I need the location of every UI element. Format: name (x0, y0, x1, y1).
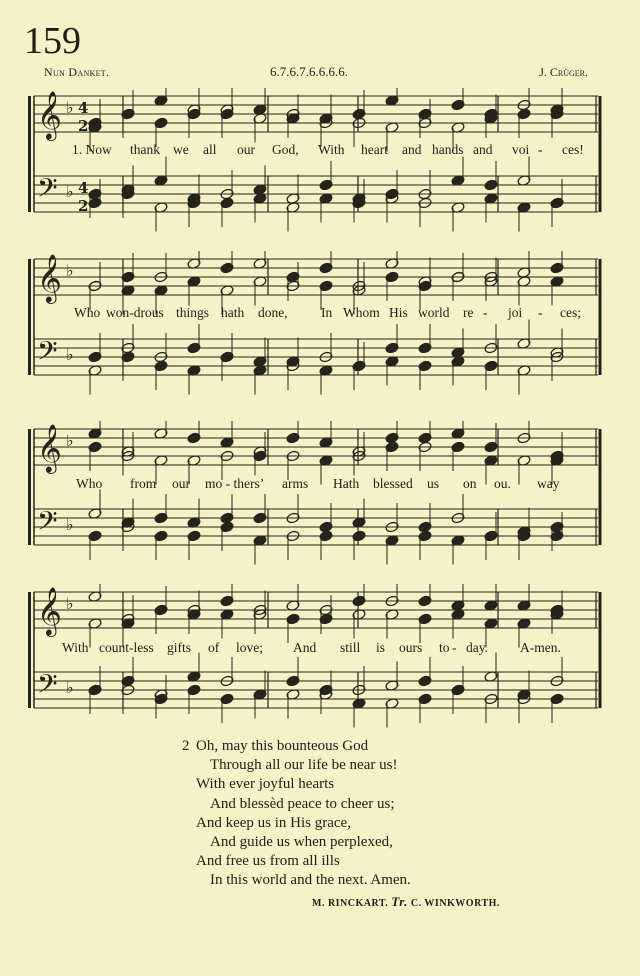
stanza-line: And blessèd peace to cheer us; (210, 795, 395, 812)
lyric-word: 1. Now (72, 142, 112, 157)
lyric-word: to (439, 640, 450, 655)
stanza-line: And free us from all ills (196, 853, 340, 870)
time-signature-bottom: 2 (78, 117, 89, 135)
tune-name: Nun Danket. (44, 65, 110, 79)
lyric-word: blessed (373, 476, 413, 491)
lyric-word: done, (258, 305, 288, 320)
lyric-word: ours (399, 640, 423, 655)
lyric-word: arms (282, 476, 309, 491)
author: M. RINCKART. (312, 898, 389, 909)
system-brace (28, 429, 31, 545)
lyric-word: and (402, 142, 422, 157)
lyric-word: mo - thers’ (205, 476, 265, 491)
lyric-word: God, (272, 142, 299, 157)
stanza-line: And keep us in His grace, (196, 814, 351, 831)
lyric-word: our (237, 142, 255, 157)
lyric-word: all (203, 142, 217, 157)
lyric-word: things (176, 305, 210, 320)
lyrics-line-2 (66, 305, 598, 323)
stanza-line: Through all our life be near us! (210, 757, 398, 774)
verse-two (182, 737, 411, 891)
music-system-3 (0, 421, 640, 586)
lyric-word: count-less (99, 640, 154, 655)
bass-clef-icon: 𝄢 (37, 335, 58, 373)
bass-clef-icon: 𝄢 (37, 505, 58, 543)
lyric-word: won-drous (106, 305, 164, 320)
lyric-word: and (473, 142, 493, 157)
lyric-word: With (62, 640, 89, 655)
time-signature-top: 4 (78, 99, 89, 117)
lyric-word: Whom (343, 305, 380, 320)
hymn-number: 159 (24, 20, 81, 62)
attribution (312, 894, 500, 910)
lyric-word: joi (508, 305, 523, 320)
lyric-word: on (463, 476, 477, 491)
system-brace (28, 96, 31, 212)
lyric-word: hands (432, 142, 464, 157)
lyrics-line-1 (66, 142, 598, 160)
flat-key-signature-icon: ♭ (66, 515, 74, 534)
lyric-word: still (340, 640, 361, 655)
bass-clef-icon: 𝄢 (37, 668, 58, 706)
lyric-word: love; (236, 640, 263, 655)
treble-clef-icon: 𝄞 (37, 253, 62, 302)
translator: C. WINKWORTH. (410, 898, 500, 909)
lyric-word: is (376, 640, 386, 655)
lyrics-line-3 (66, 476, 598, 494)
lyric-word: His (389, 305, 408, 320)
lyric-word: Who (76, 476, 103, 491)
music-staff-system (0, 584, 640, 749)
flat-key-signature-icon: ♭ (66, 261, 74, 280)
lyric-word: - (538, 305, 543, 320)
music-system-4 (0, 584, 640, 749)
lyric-word: ces! (562, 142, 584, 157)
system-brace (28, 592, 31, 708)
lyric-word: Hath (333, 476, 360, 491)
flat-key-signature-icon: ♭ (66, 431, 74, 450)
music-staff-system (0, 421, 640, 586)
flat-key-signature-icon: ♭ (66, 345, 74, 364)
stanza-number: 2 (182, 738, 190, 754)
time-signature-bottom: 2 (78, 197, 89, 215)
stanza-line: In this world and the next. Amen. (210, 872, 411, 889)
treble-clef-icon: 𝄞 (37, 586, 62, 635)
flat-key-signature-icon: ♭ (66, 678, 74, 697)
lyric-word: ces; (560, 305, 581, 320)
lyric-word: from (130, 476, 157, 491)
lyric-word: In (321, 305, 333, 320)
flat-key-signature-icon: ♭ (66, 98, 74, 117)
lyric-word: re (463, 305, 474, 320)
translator-prefix: Tr. (391, 894, 408, 909)
music-staff-system (0, 251, 640, 416)
lyric-word: With (318, 142, 345, 157)
composer: J. Crüger. (539, 65, 588, 79)
meter: 6.7.6.7.6.6.6.6. (270, 64, 348, 79)
lyric-word: heart (361, 142, 388, 157)
lyric-word: us (427, 476, 440, 491)
treble-clef-icon: 𝄞 (37, 423, 62, 472)
lyric-word: ou. (494, 476, 511, 491)
lyric-word: gifts (167, 640, 192, 655)
lyric-word: we (173, 142, 189, 157)
treble-clef-icon: 𝄞 (37, 90, 62, 139)
lyric-word: of (208, 640, 220, 655)
lyric-word: And (293, 640, 317, 655)
lyric-word: thank (130, 142, 160, 157)
system-brace (28, 259, 31, 375)
music-system-2 (0, 251, 640, 416)
lyric-word: world (418, 305, 450, 320)
lyric-word: day. (466, 640, 488, 655)
stanza-line: 2 Oh, may this bounteous God (182, 737, 411, 756)
flat-key-signature-icon: ♭ (66, 182, 74, 201)
lyric-word: A-men. (520, 640, 561, 655)
flat-key-signature-icon: ♭ (66, 594, 74, 613)
time-signature-top: 4 (78, 179, 89, 197)
lyric-word: - (452, 640, 457, 655)
lyric-word: way (537, 476, 560, 491)
stanza-line: With ever joyful hearts (196, 776, 335, 793)
lyric-word: voi (512, 142, 530, 157)
lyric-word: - (538, 142, 543, 157)
bass-clef-icon: 𝄢 (37, 172, 58, 210)
lyric-word: Who (74, 305, 101, 320)
lyric-word: - (483, 305, 488, 320)
music-system-1 (0, 88, 640, 253)
music-staff-system (0, 88, 640, 253)
lyrics-line-4 (62, 640, 598, 658)
lyric-word: hath (221, 305, 245, 320)
stanza-line: And guide us when perplexed, (210, 834, 393, 851)
lyric-word: our (172, 476, 190, 491)
